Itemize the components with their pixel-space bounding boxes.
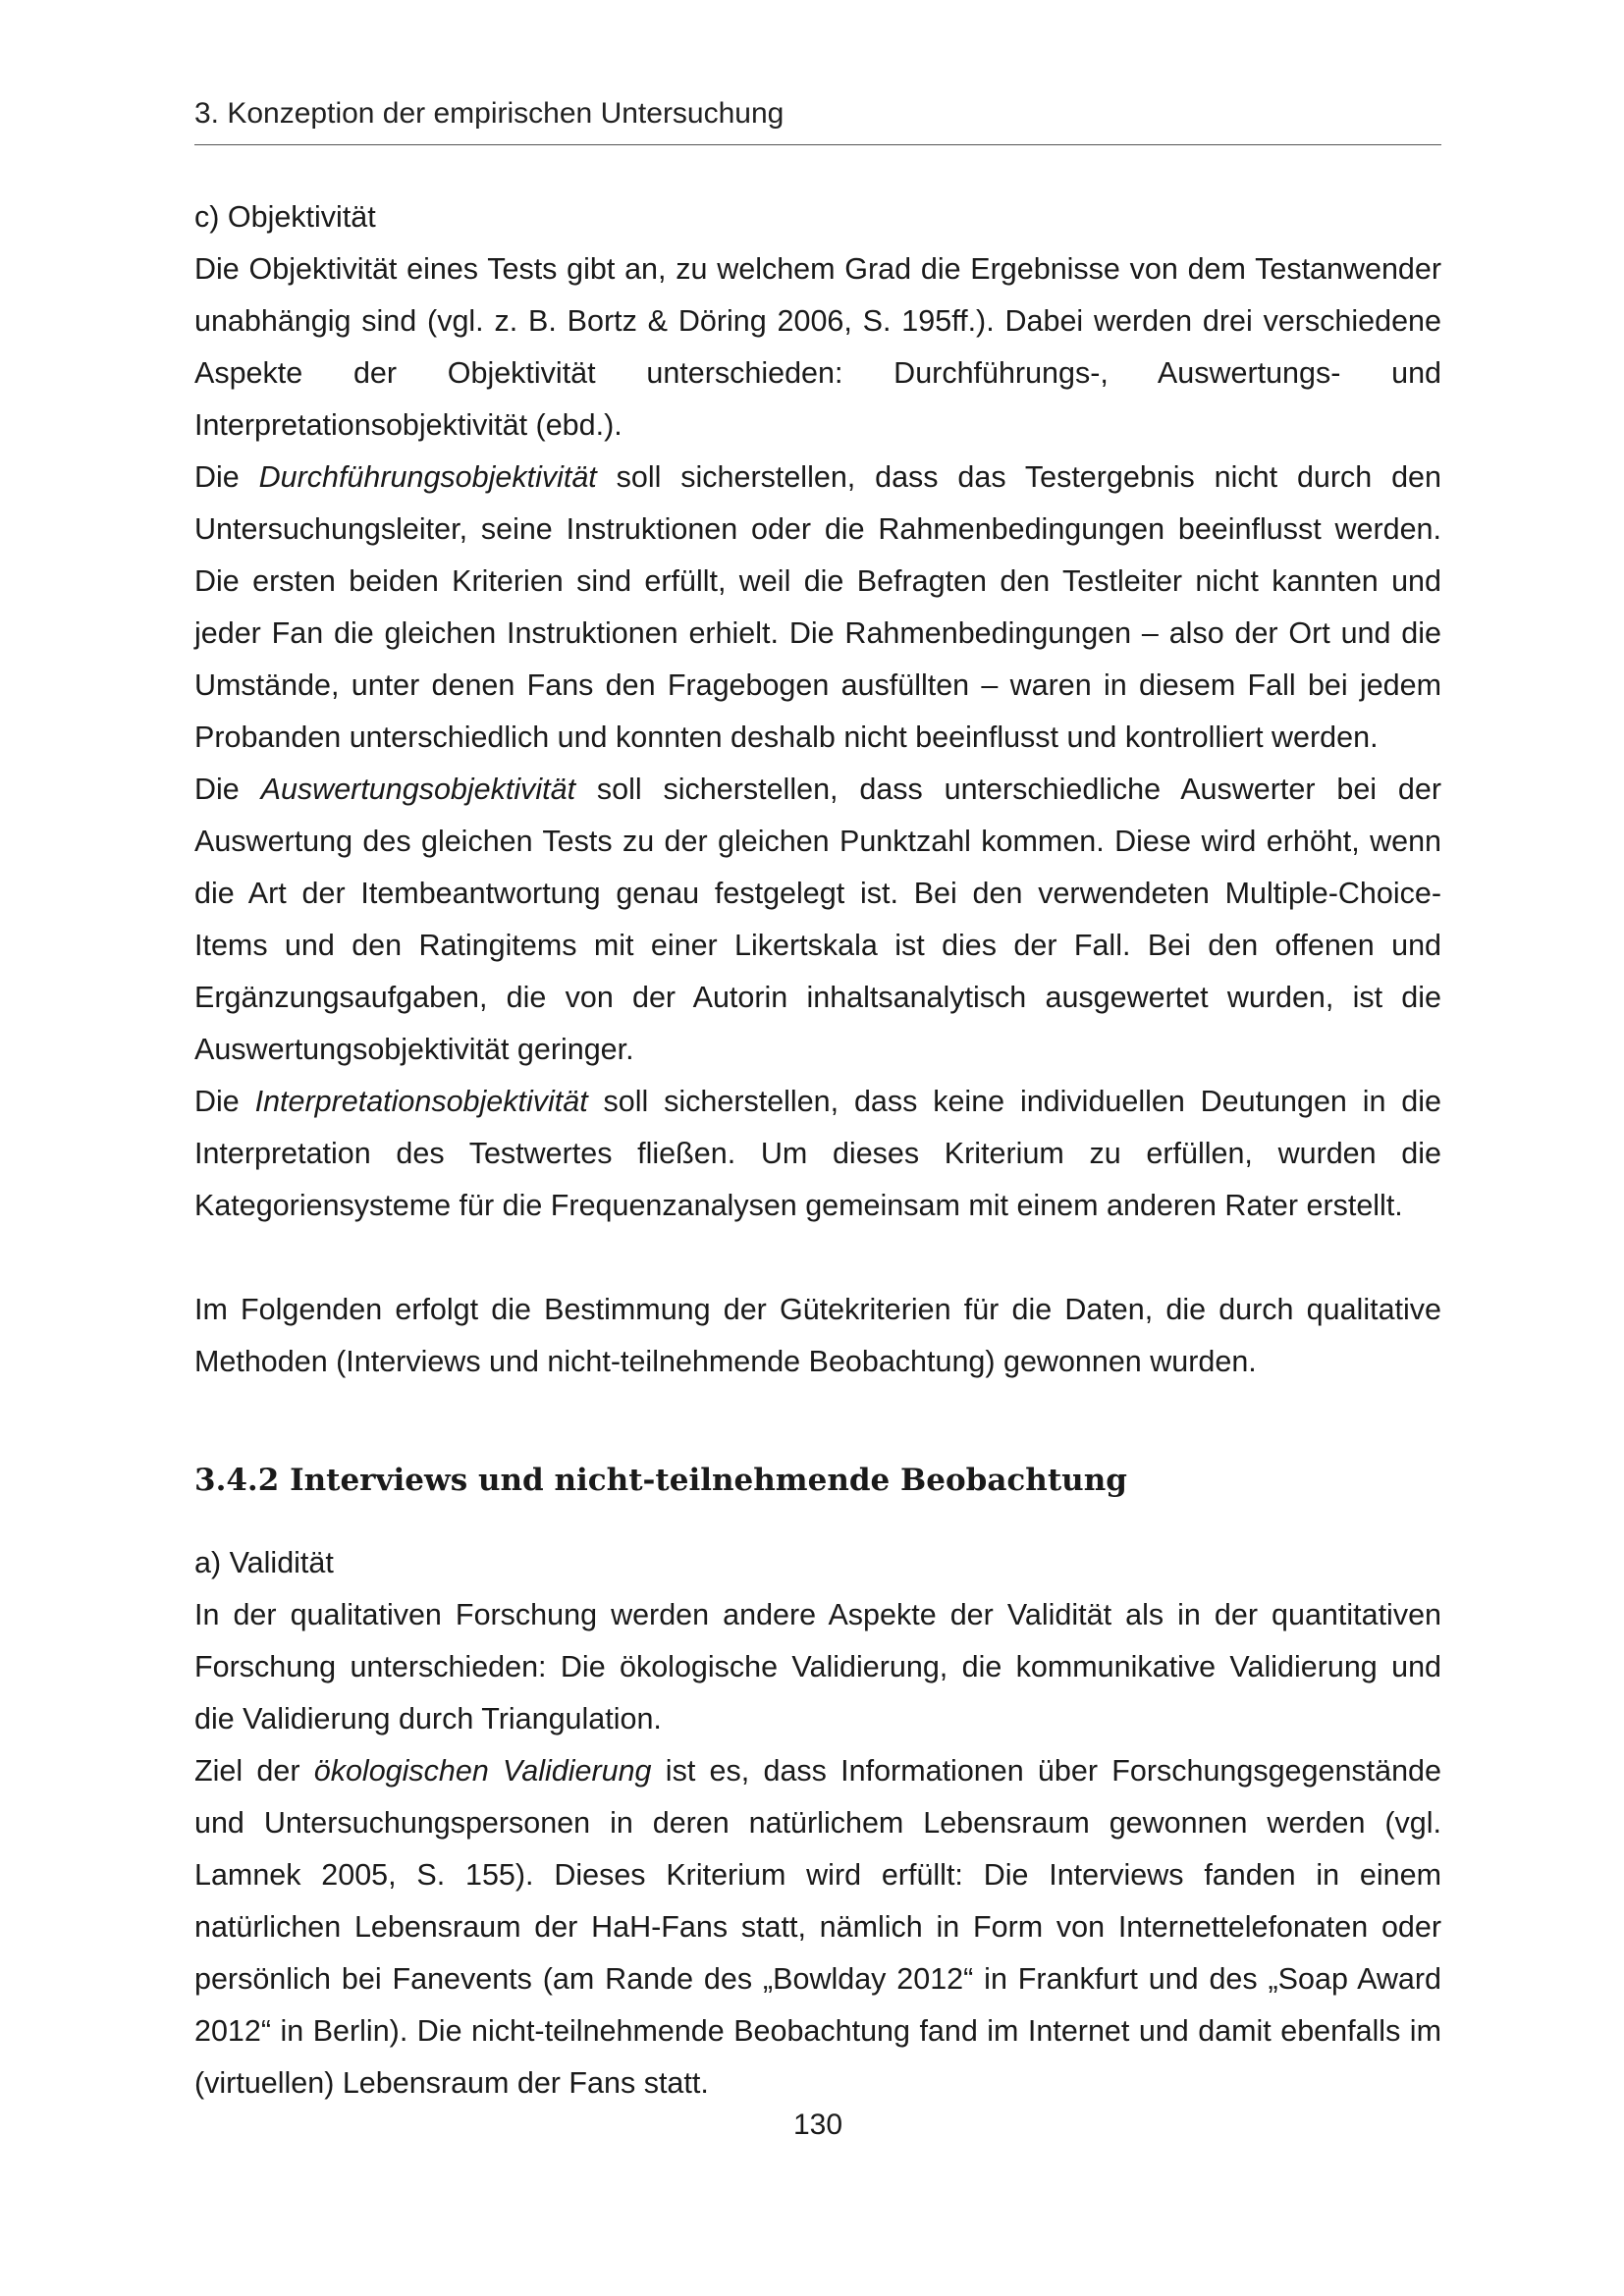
text-run: soll sicherstellen, dass das Testergebnis nicht durch den Untersuchungsleiter, seine Instruktionen oder die Rahmenbedingungen beeinflusst werden. Die ersten beiden Kriterien sind erfüllt, weil die Befragten den Testleiter nicht kannten und jeder Fan die gleichen Instruktionen erhielt. Die Rahmenbedingungen – also der Ort und die Umstände, unter denen Fans den Fragebogen ausfüllten – waren in diesem Fall bei jedem Probanden unterschiedlich und konnten deshalb nicht beeinflusst und kontrolliert werden. xyxy=(194,460,1441,754)
text-run: soll sicherstellen, dass keine individuellen Deutungen in die Interpretation des Testwertes fließen. Um dieses Kriterium zu erfüllen, wurden die Kategoriensysteme für die Frequenzanalysen gemeinsam mit einem anderen Rater erstellt. xyxy=(194,1085,1441,1222)
term-oekologische-validierung: ökologischen Validierung xyxy=(313,1754,652,1788)
paragraph-validitaet-intro: In der qualitativen Forschung werden andere Aspekte der Validität als in der quantitativen Forschung unterschieden: Die ökologische Validierung, die kommunikative Validierung und die Validierung durch Triangulation. xyxy=(194,1598,1441,1735)
spacer xyxy=(194,1232,1441,1284)
text-run: Ziel der xyxy=(194,1754,314,1788)
text-run: ist es, dass Informationen über Forschungsgegenstände und Untersuchungspersonen in deren natürlichem Lebensraum gewonnen werden (vgl. Lamnek 2005, S. 155). Dieses Kriterium wird erfüllt: Die Interviews fanden in einem natürlichen Lebensraum der HaH-Fans statt, nämlich in Form von Internettelefonaten oder persönlich bei Fanevents (am Rande des „Bowlday 2012“ in Frankfurt und des „Soap Award 2012“ in Berlin). Die nicht-teilnehmende Beobachtung fand im Internet und damit ebenfalls im (virtuellen) Lebensraum der Fans statt. xyxy=(194,1754,1441,2100)
text-run: Die xyxy=(194,1085,255,1118)
header-rule xyxy=(194,144,1441,145)
page-number: 130 xyxy=(792,2109,843,2141)
term-auswertungsobjektivitaet: Auswertungsobjektivität xyxy=(260,773,576,806)
subsection-label-validitaet: a) Validität xyxy=(194,1546,334,1579)
paragraph-objektivitaet-intro: Die Objektivität eines Tests gibt an, zu welchem Grad die Ergebnisse von dem Testanwender unabhängig sind (vgl. z. B. Bortz & Döring 2006, S. 195ff.). Dabei werden drei verschiedene Aspekte der Objektivität unterschieden: Durchführungs-, Auswertungs- und Interpretationsobjektivität (ebd.). xyxy=(194,252,1441,442)
text-run: soll sicherstellen, dass unterschiedliche Auswerter bei der Auswertung des gleichen Tests zu der gleichen Punktzahl kommen. Diese wird erhöht, wenn die Art der Itembeantwortung genau festgelegt ist. Bei den verwendeten Multiple-Choice-Items und den Ratingitems mit einer Likertskala ist dies der Fall. Bei den offenen und Ergänzungsaufgaben, die von der Autorin inhaltsanalytisch ausgewertet wurden, ist die Auswertungsobjektivität geringer. xyxy=(194,773,1441,1066)
paragraph-auswertungsobjektivitaet xyxy=(194,764,1441,1076)
paragraph-durchfuehrungsobjektivitaet xyxy=(194,452,1441,764)
document-page xyxy=(194,0,1441,2296)
subsection-label-objektivitaet: c) Objektivität xyxy=(194,200,376,234)
paragraph-transition: Im Folgenden erfolgt die Bestimmung der Gütekriterien für die Daten, die durch qualitative Methoden (Interviews und nicht-teilnehmende Beobachtung) gewonnen wurden. xyxy=(194,1293,1441,1378)
text-run: Die xyxy=(194,773,261,806)
section-heading-3-4-2: 3.4.2 Interviews und nicht-teilnehmende Beobachtung xyxy=(194,1463,1127,1498)
spacer xyxy=(194,1388,1441,1459)
running-header: 3. Konzeption der empirischen Untersuchung xyxy=(194,97,785,130)
paragraph-interpretationsobjektivitaet xyxy=(194,1076,1441,1232)
paragraph-oekologische-validierung xyxy=(194,1745,1441,2109)
text-run: Die xyxy=(194,460,259,494)
term-durchfuehrungsobjektivitaet: Durchführungsobjektivität xyxy=(258,460,597,494)
page-body xyxy=(194,191,1441,2109)
term-interpretationsobjektivitaet: Interpretationsobjektivität xyxy=(254,1085,588,1118)
